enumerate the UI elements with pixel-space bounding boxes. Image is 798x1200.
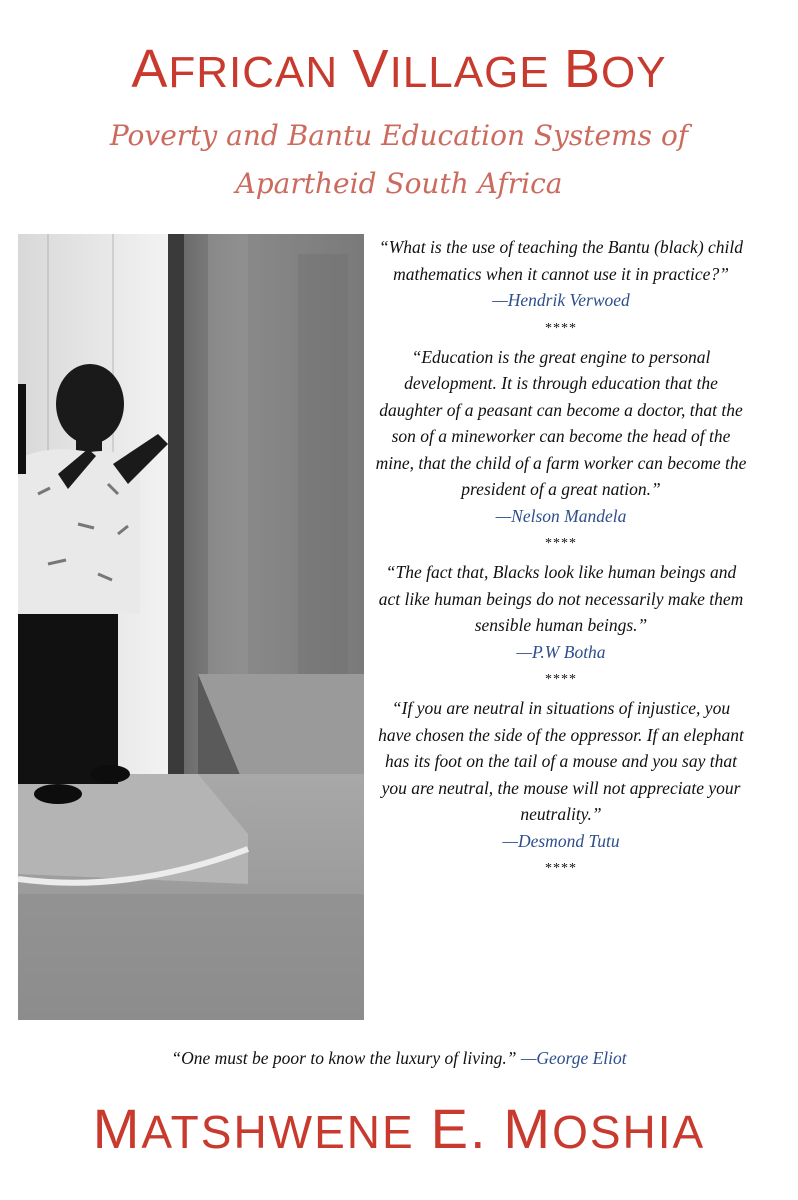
separator: **** [545, 672, 577, 687]
quote-text: “If you are neutral in situations of injustice, you have chosen the side of the oppressor. If an elephant has its foot on the tail of a mouse and you say that you are neutral, the mouse will not appreciate your neutrality.” [378, 698, 744, 824]
quote-text: “The fact that, Blacks look like human beings and act like human beings do not necessarily make them sensible human beings.” [378, 562, 744, 635]
title-initial-a: A [131, 39, 169, 99]
separator: **** [545, 320, 577, 336]
quote-block [374, 695, 748, 854]
quote-text: “What is the use of teaching the Bantu (black) child mathematics when it cannot use it in practice?” [378, 237, 744, 284]
closing-quote [0, 1048, 798, 1069]
quote-block [374, 344, 748, 530]
quote-block [374, 559, 748, 665]
author-name: MATSHWENE E. MOSHIA [92, 1097, 706, 1160]
separator: **** [545, 536, 577, 551]
quote-attribution: —Desmond Tutu [502, 830, 620, 851]
quote-text: “Education is the great engine to personal development. It is through education that the daughter of a peasant can become a doctor, that the son of a mineworker can become the head of the mine, that the child of a farm worker can become the president of a great nation.” [375, 346, 747, 499]
quote-attribution: —Hendrik Verwoed [492, 290, 630, 310]
quote-attribution: —Nelson Mandela [495, 505, 627, 526]
quote-attribution: —P.W Botha [516, 641, 606, 662]
quote-block [374, 234, 748, 314]
book-subtitle: Poverty and Bantu Education Systems of Apartheid South Africa [109, 119, 689, 200]
cover-photo [18, 234, 364, 1020]
separator: **** [545, 861, 577, 876]
book-title: AFRICAN VILLAGE BOY [131, 39, 667, 99]
closing-quote-text: “One must be poor to know the luxury of living.” [171, 1048, 517, 1068]
closing-quote-attribution: —George Eliot [520, 1048, 627, 1068]
quotes-column [374, 234, 748, 884]
